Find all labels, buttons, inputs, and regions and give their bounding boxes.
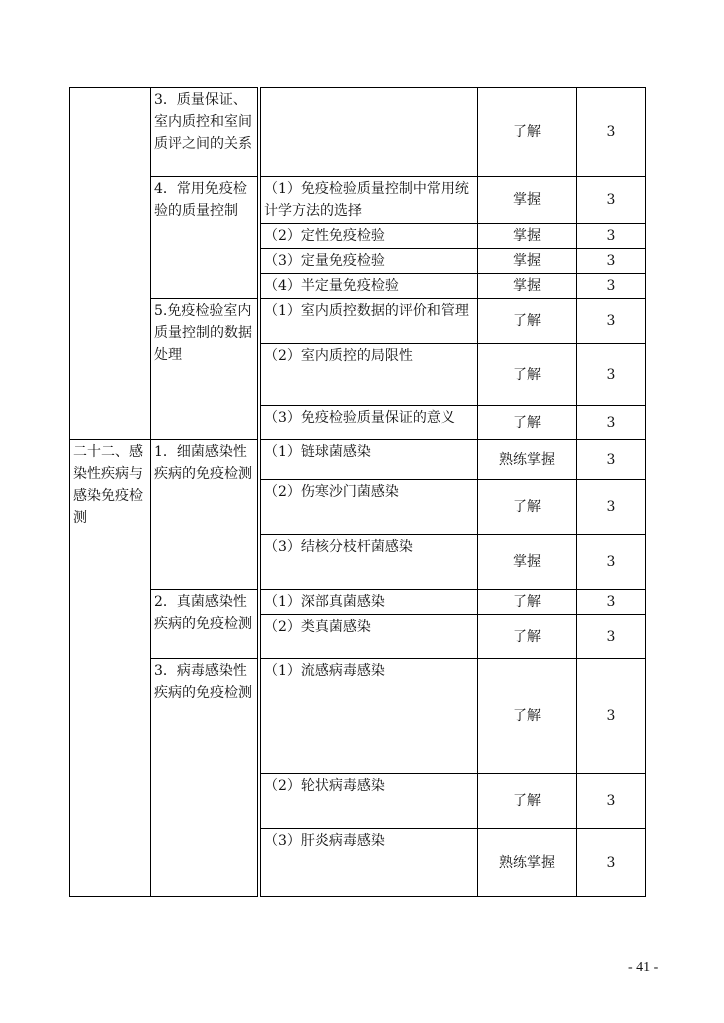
topic-cell: 1．细菌感染性疾病的免疫检测 <box>151 440 258 590</box>
content-cell: （3）结核分枝杆菌感染 <box>261 535 478 590</box>
hours-cell: 3 <box>577 88 646 177</box>
requirement-cell: 了解 <box>478 774 577 829</box>
requirement-cell: 了解 <box>478 659 577 774</box>
topic-cell: 3．病毒感染性疾病的免疫检测 <box>151 659 258 897</box>
requirement-cell: 掌握 <box>478 224 577 249</box>
unit-cell <box>70 88 151 440</box>
unit-cell: 二十二、感染性疾病与感染免疫检测 <box>70 440 151 897</box>
topic-cell: 4．常用免疫检验的质量控制 <box>151 177 258 299</box>
hours-cell: 3 <box>577 177 646 224</box>
requirement-cell: 了解 <box>478 406 577 440</box>
content-cell: （1）深部真菌感染 <box>261 590 478 615</box>
table-row <box>70 659 646 774</box>
requirement-cell: 掌握 <box>478 249 577 274</box>
topic-cell: 3．质量保证、室内质控和室间质评之间的关系 <box>151 88 258 177</box>
hours-cell: 3 <box>577 774 646 829</box>
hours-cell: 3 <box>577 480 646 535</box>
requirement-cell: 掌握 <box>478 177 577 224</box>
hours-cell: 3 <box>577 829 646 897</box>
content-cell: （3）肝炎病毒感染 <box>261 829 478 897</box>
hours-cell: 3 <box>577 249 646 274</box>
requirement-cell: 了解 <box>478 88 577 177</box>
requirement-cell: 掌握 <box>478 274 577 299</box>
table-row <box>70 177 646 224</box>
requirement-cell: 了解 <box>478 299 577 344</box>
content-cell: （1）免疫检验质量控制中常用统计学方法的选择 <box>261 177 478 224</box>
hours-cell: 3 <box>577 590 646 615</box>
content-cell: （2）伤寒沙门菌感染 <box>261 480 478 535</box>
hours-cell: 3 <box>577 440 646 480</box>
page-number: - 41 - <box>628 960 659 975</box>
table-row <box>70 299 646 344</box>
requirement-cell: 了解 <box>478 590 577 615</box>
content-cell: （3）免疫检验质量保证的意义 <box>261 406 478 440</box>
table-row <box>70 590 646 615</box>
requirement-cell: 了解 <box>478 344 577 406</box>
requirement-cell: 熟练掌握 <box>478 829 577 897</box>
hours-cell: 3 <box>577 299 646 344</box>
hours-cell: 3 <box>577 615 646 659</box>
content-cell: （1）流感病毒感染 <box>261 659 478 774</box>
hours-cell: 3 <box>577 224 646 249</box>
hours-cell: 3 <box>577 659 646 774</box>
syllabus-table <box>69 87 646 897</box>
requirement-cell: 熟练掌握 <box>478 440 577 480</box>
content-cell: （2）定性免疫检验 <box>261 224 478 249</box>
content-cell: （2）室内质控的局限性 <box>261 344 478 406</box>
table-row <box>70 88 646 177</box>
topic-cell: 5.免疫检验室内质量控制的数据处理 <box>151 299 258 440</box>
requirement-cell: 掌握 <box>478 535 577 590</box>
hours-cell: 3 <box>577 535 646 590</box>
content-cell: （1）链球菌感染 <box>261 440 478 480</box>
content-cell: （1）室内质控数据的评价和管理 <box>261 299 478 344</box>
content-cell <box>261 88 478 177</box>
requirement-cell: 了解 <box>478 480 577 535</box>
hours-cell: 3 <box>577 406 646 440</box>
content-cell: （2）类真菌感染 <box>261 615 478 659</box>
hours-cell: 3 <box>577 344 646 406</box>
content-cell: （4）半定量免疫检验 <box>261 274 478 299</box>
table-row <box>70 440 646 480</box>
requirement-cell: 了解 <box>478 615 577 659</box>
content-cell: （2）轮状病毒感染 <box>261 774 478 829</box>
content-cell: （3）定量免疫检验 <box>261 249 478 274</box>
topic-cell: 2．真菌感染性疾病的免疫检测 <box>151 590 258 659</box>
hours-cell: 3 <box>577 274 646 299</box>
